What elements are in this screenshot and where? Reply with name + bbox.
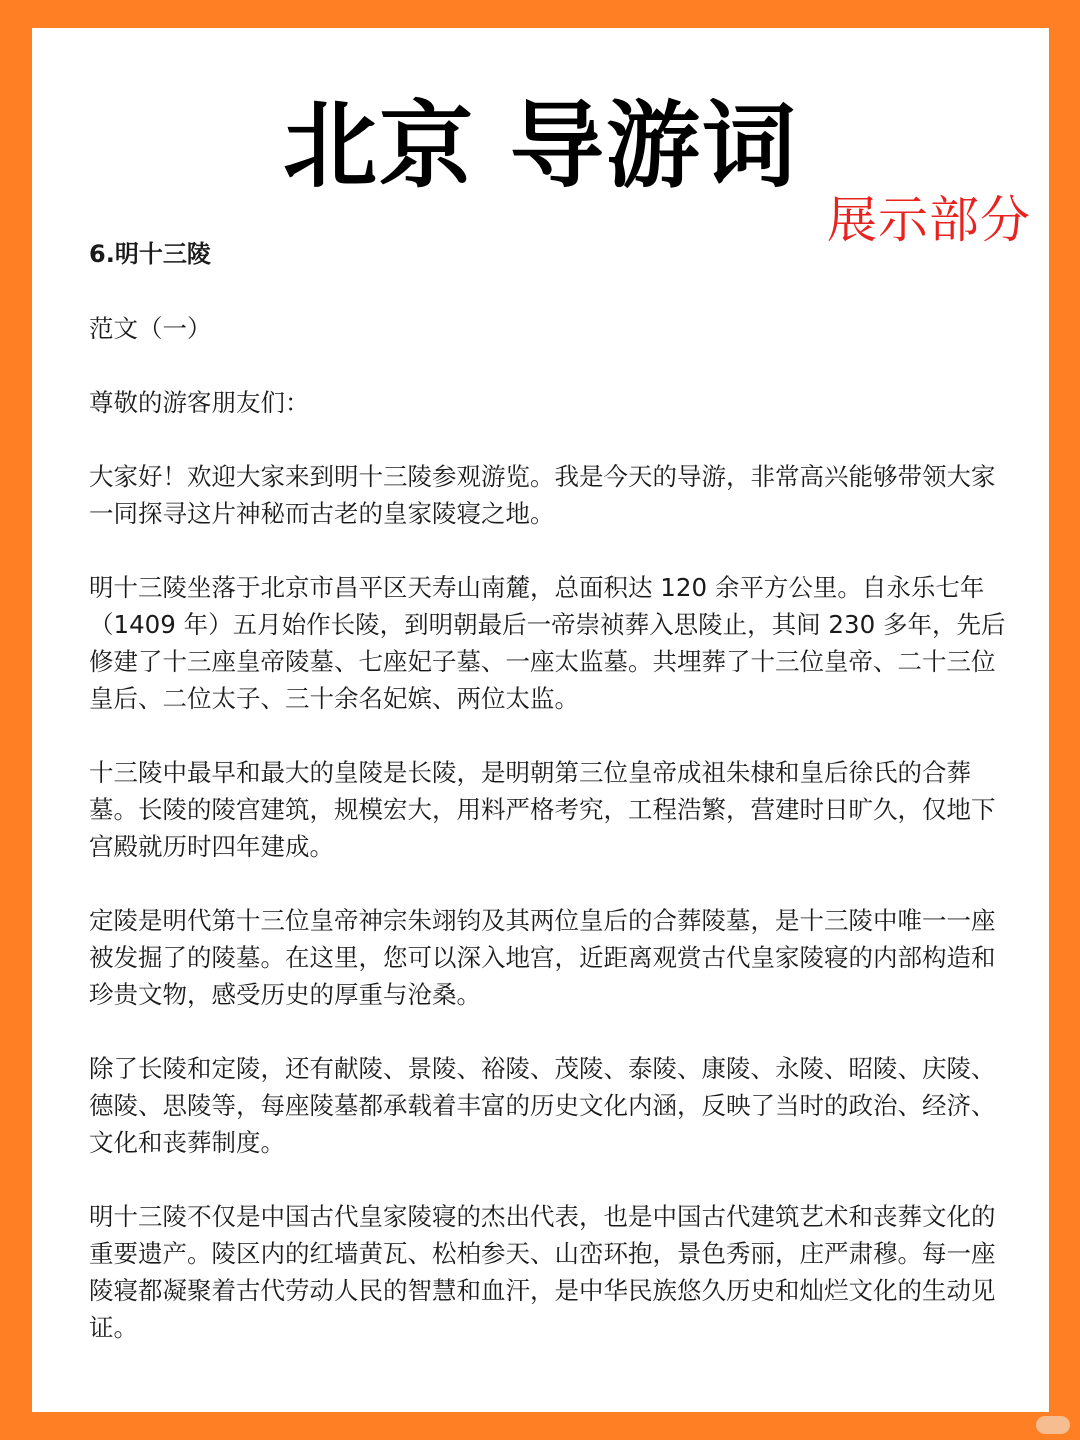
paragraph: 十三陵中最早和最大的皇陵是长陵，是明朝第三位皇帝成祖朱棣和皇后徐氏的合葬墓。长陵的陵宫建筑，规模宏大，用料严格考究，工程浩繁，营建时日旷久，仅地下宫殿就历时四年建成。 (89, 758, 996, 861)
section-title: 6.明十三陵 (89, 240, 211, 268)
paragraph: 除了长陵和定陵，还有献陵、景陵、裕陵、茂陵、泰陵、康陵、永陵、昭陵、庆陵、德陵、思陵等，每座陵墓都承载着丰富的历史文化内涵，反映了当时的政治、经济、文化和丧葬制度。 (89, 1054, 996, 1157)
article-body (89, 236, 1019, 1383)
preview-stamp: 展示部分 (827, 191, 1031, 249)
article-subtitle: 范文（一） (89, 314, 212, 343)
page-title: 北京 导游词 (283, 92, 798, 201)
paragraph: 明十三陵坐落于北京市昌平区天寿山南麓，总面积达 120 余平方公里。自永乐七年（1409 年）五月始作长陵，到明朝最后一帝崇祯葬入思陵止，其间 230 多年，先后修建了十三座皇帝陵墓、七座妃子墓、一座太监墓。共埋葬了十三位皇帝、二十三位皇后、二位太子、三十余名妃嫔、两位太监。 (89, 573, 1006, 713)
paragraph: 定陵是明代第十三位皇帝神宗朱翊钧及其两位皇后的合葬陵墓，是十三陵中唯一一座被发掘了的陵墓。在这里，您可以深入地宫，近距离观赏古代皇家陵寝的内部构造和珍贵文物，感受历史的厚重与沧桑。 (89, 906, 996, 1009)
paragraph: 明十三陵不仅是中国古代皇家陵寝的杰出代表，也是中国古代建筑艺术和丧葬文化的重要遗产。陵区内的红墙黄瓦、松柏参天、山峦环抱，景色秀丽，庄严肃穆。每一座陵寝都凝聚着古代劳动人民的智慧和血汗，是中华民族悠久历史和灿烂文化的生动见证。 (89, 1202, 996, 1342)
watermark-badge (1036, 1416, 1070, 1434)
paragraph: 大家好！欢迎大家来到明十三陵参观游览。我是今天的导游，非常高兴能够带领大家一同探寻这片神秘而古老的皇家陵寝之地。 (89, 462, 996, 528)
salutation: 尊敬的游客朋友们： (89, 388, 310, 417)
document-page (32, 28, 1049, 1412)
